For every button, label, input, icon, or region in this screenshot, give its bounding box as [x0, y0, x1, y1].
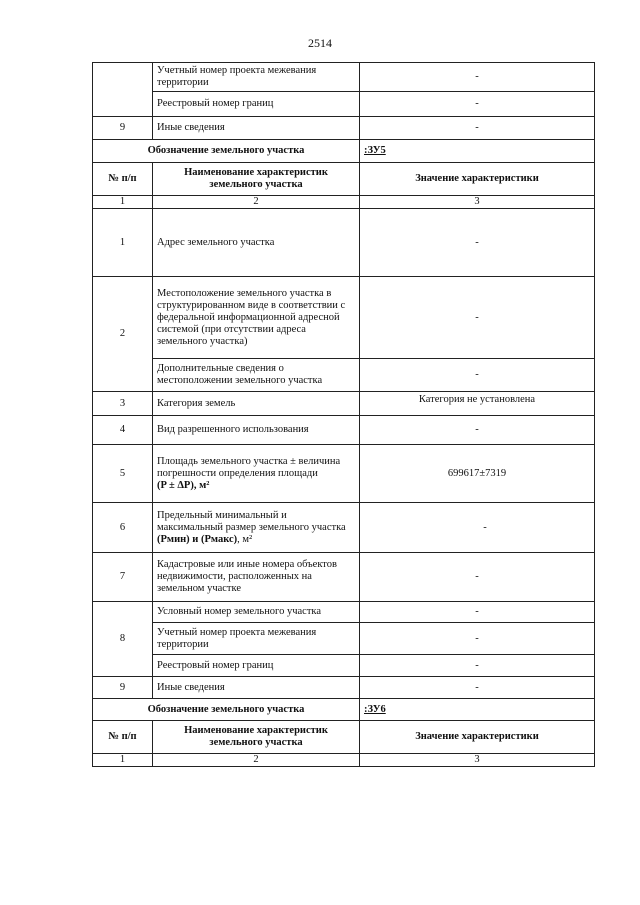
row-value — [360, 503, 595, 553]
header-name: Наименование характеристик земельного участка — [153, 721, 360, 754]
row-value: Категория не установлена — [360, 392, 595, 416]
row-value: 699617±7319 — [360, 445, 595, 503]
table-row — [93, 602, 595, 623]
page-number: 2514 — [308, 36, 332, 50]
row-name: Реестровый номер границ — [153, 655, 360, 677]
table-row — [93, 416, 595, 445]
row-value: - — [360, 553, 595, 602]
table-row — [93, 623, 595, 655]
row-number: 7 — [93, 553, 153, 602]
row-name: Иные сведения — [153, 117, 360, 140]
designation-row — [93, 140, 595, 163]
row-value: - — [360, 63, 595, 92]
row-value: - — [360, 359, 595, 392]
size-label: Предельный минимальный и максимальный размер земельного участка — [157, 509, 346, 533]
col-index: 3 — [360, 196, 595, 209]
size-formula: (Pмин) и (Pмакс) — [157, 533, 238, 545]
row-number — [93, 63, 153, 117]
row-value: - — [360, 655, 595, 677]
header-value: Значение характеристики — [360, 721, 595, 754]
row-name: Реестровый номер границ — [153, 92, 360, 117]
designation-label: Обозначение земельного участка — [93, 140, 360, 163]
index-row — [93, 196, 595, 209]
table-row — [93, 503, 595, 553]
row-number: 6 — [93, 503, 153, 553]
row-name: Вид разрешенного использования — [153, 416, 360, 445]
col-index: 1 — [93, 754, 153, 767]
row-value: - — [360, 602, 595, 623]
table-row — [93, 445, 595, 503]
table-row — [93, 677, 595, 699]
area-label: Площадь земельного участка ± величина погрешности определения площади — [157, 455, 341, 479]
row-name: Дополнительные сведения о местоположении земельного участка — [153, 359, 360, 392]
table-row — [93, 92, 595, 117]
row-value: - — [360, 209, 595, 277]
plot-code: :ЗУ6 — [360, 699, 595, 721]
row-name: Учетный номер проекта межевания территории — [153, 623, 360, 655]
table-row — [93, 117, 595, 140]
row-name: Категория земель — [153, 392, 360, 416]
designation-row — [93, 699, 595, 721]
table-row — [93, 392, 595, 416]
table-row — [93, 63, 595, 92]
table-row — [93, 359, 595, 392]
col-index: 3 — [360, 754, 595, 767]
row-name: Условный номер земельного участка — [153, 602, 360, 623]
table-row — [93, 277, 595, 359]
row-number: 4 — [93, 416, 153, 445]
row-name — [153, 503, 360, 553]
table-row — [93, 655, 595, 677]
row-number: 5 — [93, 445, 153, 503]
row-number: 9 — [93, 677, 153, 699]
col-index: 2 — [153, 754, 360, 767]
row-name: Иные сведения — [153, 677, 360, 699]
col-index: 1 — [93, 196, 153, 209]
row-number: 2 — [93, 277, 153, 392]
table-row — [93, 209, 595, 277]
size-unit: , м² — [237, 533, 253, 545]
row-value: - — [360, 416, 595, 445]
header-num: № п/п — [93, 721, 153, 754]
row-name: Учетный номер проекта межевания территории — [153, 63, 360, 92]
row-number: 1 — [93, 209, 153, 277]
row-value: - — [360, 623, 595, 655]
land-plot-table — [92, 62, 595, 767]
index-row — [93, 754, 595, 767]
row-name: Адрес земельного участка — [153, 209, 360, 277]
table-row — [93, 553, 595, 602]
row-number: 8 — [93, 602, 153, 677]
designation-label: Обозначение земельного участка — [93, 699, 360, 721]
header-name: Наименование характеристик земельного участка — [153, 163, 360, 196]
header-row — [93, 721, 595, 754]
col-index: 2 — [153, 196, 360, 209]
row-value: - — [360, 677, 595, 699]
row-value-text: - — [483, 521, 487, 533]
row-name: Кадастровые или иные номера объектов недвижимости, расположенных на земельном участке — [153, 553, 360, 602]
row-name — [153, 445, 360, 503]
row-value: - — [360, 277, 595, 359]
row-name: Местоположение земельного участка в структурированном виде в соответствии с федеральной информационной адресной системой (при отсутствии адреса земельного участка) — [153, 277, 360, 359]
plot-code: :ЗУ5 — [360, 140, 595, 163]
header-value: Значение характеристики — [360, 163, 595, 196]
header-row — [93, 163, 595, 196]
row-number: 9 — [93, 117, 153, 140]
row-number: 3 — [93, 392, 153, 416]
row-value: - — [360, 92, 595, 117]
row-value: - — [360, 117, 595, 140]
area-formula: (P ± ΔP), м² — [157, 479, 210, 491]
header-num: № п/п — [93, 163, 153, 196]
